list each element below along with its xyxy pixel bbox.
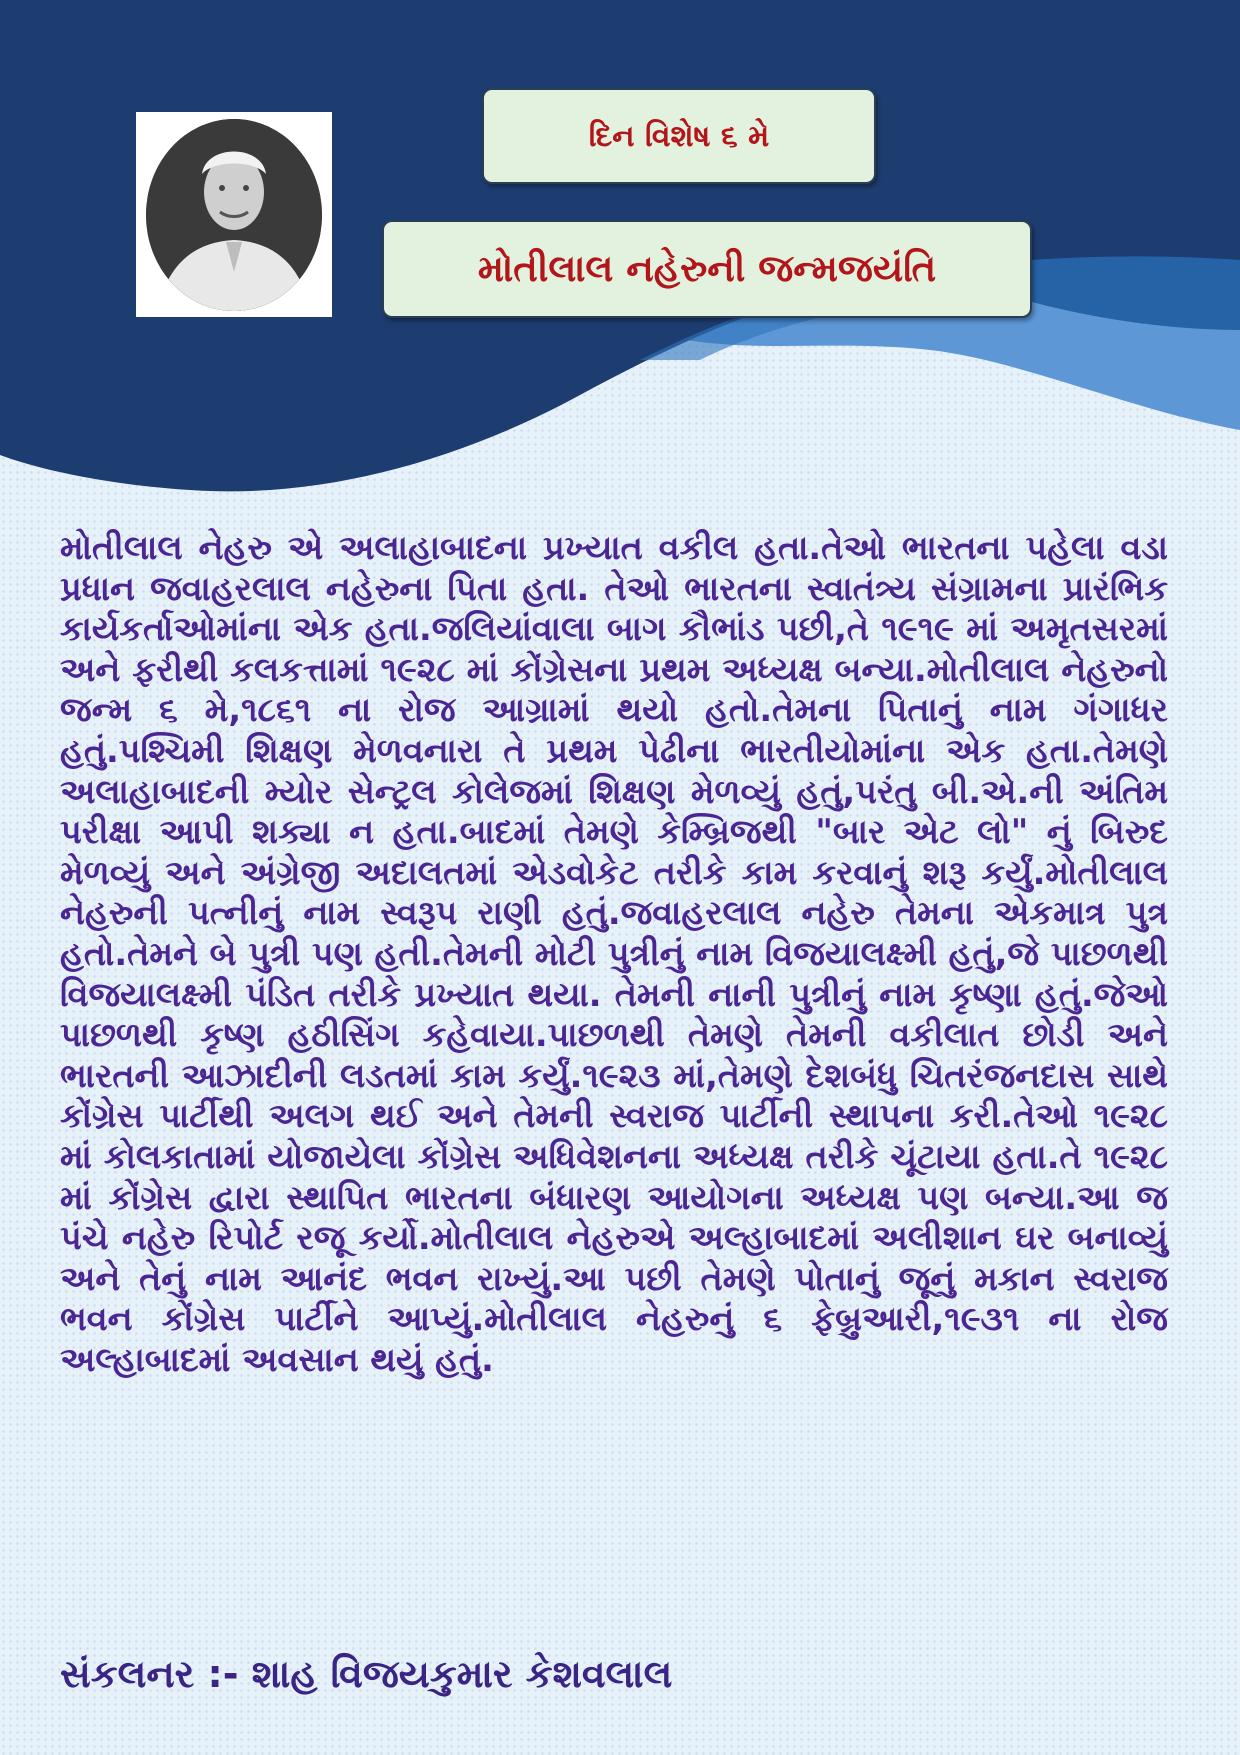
date-badge-text: દિન વિશેષ ૬ મે — [588, 118, 770, 154]
page-title: મોતીલાલ નહેરુની જન્મજયંતિ — [477, 247, 937, 290]
date-badge — [482, 88, 876, 184]
compiler-credit: સંકલનર :- શાહ વિજયકુમાર કેશવલાલ — [60, 1652, 673, 1696]
article-body: મોતીલાલ નેહરુ એ અલાહાબાદના પ્રખ્યાત વકીલ હતા.તેઓ ભારતના પહેલા વડા પ્રધાન જવાહરલાલ નહેરુના પિતા હતા. તેઓ ભારતના સ્વાતંત્ર્ય સંગ્રામના પ્રારંભિક કાર્યકર્તાઓમાંના એક હતા.જલિયાંવાલા બાગ કૌભાંડ પછી,તે ૧૯૧૯ માં અમૃતસરમાં અને ફરીથી કલકત્તામાં ૧૯૨૮ માં કોંગ્રેસના પ્રથમ અધ્યક્ષ બન્યા.મોતીલાલ નેહરુનો જન્મ ૬ મે,૧૮૬૧ ના રોજ આગ્રામાં થયો હતો.તેમના પિતાનું નામ ગંગાધર હતું.પશ્ચિમી શિક્ષણ મેળવનારા તે પ્રથમ પેઢીના ભારતીયોમાંના એક હતા.તેમણે અલાહાબાદની મ્યોર સેન્ટ્રલ કોલેજમાં શિક્ષણ મેળવ્યું હતું,પરંતુ બી.એ.ની અંતિમ પરીક્ષા આપી શક્યા ન હતા.બાદમાં તેમણે કેમ્બ્રિજથી "બાર એટ લો" નું બિરુદ મેળવ્યું અને અંગ્રેજી અદાલતમાં એડવોકેટ તરીકે કામ કરવાનું શરૂ કર્યું.મોતીલાલ નેહરુની પત્નીનું નામ સ્વરૂપ રાણી હતું.જવાહરલાલ નહેરુ તેમના એકમાત્ર પુત્ર હતો.તેમને બે પુત્રી પણ હતી.તેમની મોટી પુત્રીનું નામ વિજયાલક્ષ્મી હતું,જે પાછળથી વિજયાલક્ષ્મી પંડિત તરીકે પ્રખ્યાત થયા. તેમની નાની પુત્રીનું નામ કૃષ્ણા હતું.જેઓ પાછળથી કૃષ્ણ હઠીસિંગ કહેવાયા.પાછળથી તેમણે તેમની વકીલાત છોડી અને ભારતની આઝાદીની લડતમાં કામ કર્યું.૧૯૨૩ માં,તેમણે દેશબંધુ ચિતરંજનદાસ સાથે કોંગ્રેસ પાર્ટીથી અલગ થઈ અને તેમની સ્વરાજ પાર્ટીની સ્થાપના કરી.તેઓ ૧૯૨૮ માં કોલકાતામાં યોજાયેલા કોંગ્રેસ અધિવેશનના અધ્યક્ષ તરીકે ચૂંટાયા હતા.તે ૧૯૨૮ માં કોંગ્રેસ દ્વારા સ્થાપિત ભારતના બંધારણ આયોગના અધ્યક્ષ પણ બન્યા.આ જ પંચે નહેરુ રિપોર્ટ રજૂ કર્યો.મોતીલાલ નેહરુએ અલ્હાબાદમાં અલીશાન ઘર બનાવ્યું અને તેનું નામ આનંદ ભવન રાખ્યું.આ પછી તેમણે પોતાનું જૂનું મકાન સ્વરાજ ભવન કોંગ્રેસ પાર્ટીને આપ્યું.મોતીલાલ નેહરુનું ૬ ફેબ્રુઆરી,૧૯૩૧ ના રોજ અલ્હાબાદમાં અવસાન થયું હતું. — [60, 528, 1168, 1379]
portrait-photo — [136, 112, 332, 317]
title-banner — [382, 220, 1032, 318]
